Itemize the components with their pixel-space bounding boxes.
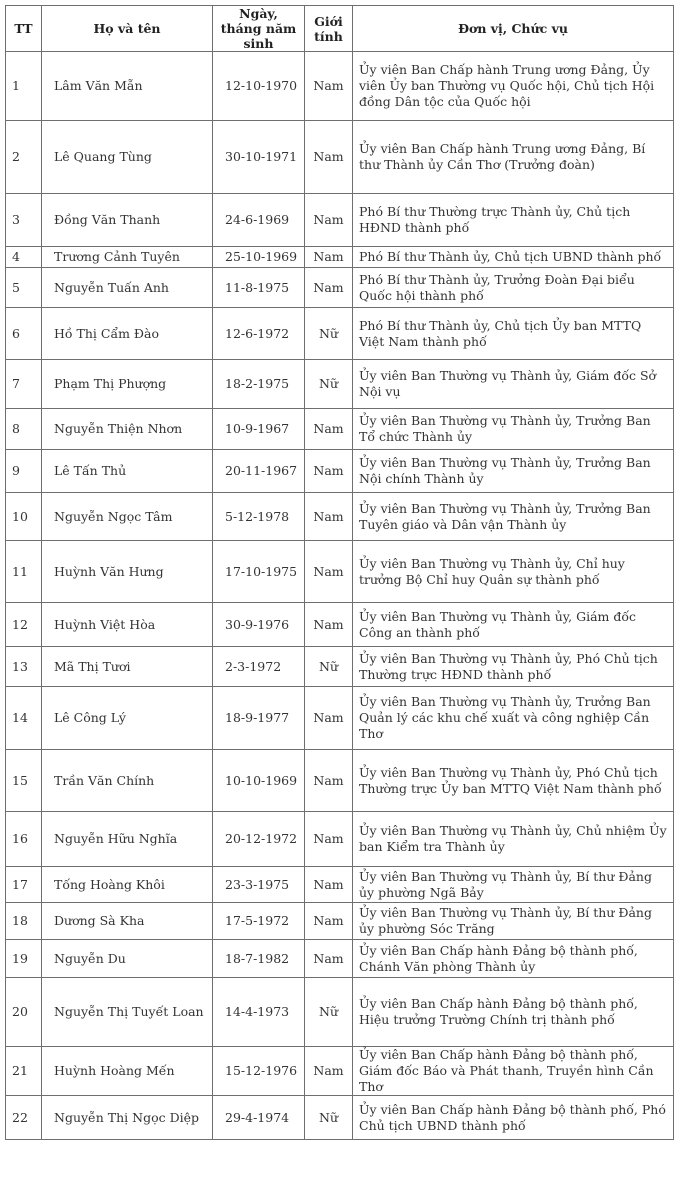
cell-gender: Nam [305, 940, 353, 978]
cell-role: Ủy viên Ban Thường vụ Thành ủy, Chủ nhiệm Ủy ban Kiểm tra Thành ủy [353, 812, 674, 867]
cell-dob: 17-10-1975 [213, 541, 305, 603]
cell-role: Ủy viên Ban Chấp hành Đảng bộ thành phố, Giám đốc Báo và Phát thanh, Truyền hình Cần Thơ [353, 1047, 674, 1096]
cell-tt: 12 [6, 603, 42, 647]
table-row [6, 409, 674, 450]
cell-tt: 19 [6, 940, 42, 978]
cell-name: Đồng Văn Thanh [42, 194, 213, 247]
cell-role: Ủy viên Ban Thường vụ Thành ủy, Bí thư Đảng ủy phường Sóc Trăng [353, 903, 674, 940]
cell-gender: Nam [305, 268, 353, 308]
cell-tt: 7 [6, 360, 42, 409]
cell-name: Huỳnh Văn Hưng [42, 541, 213, 603]
cell-dob: 10-10-1969 [213, 750, 305, 812]
cell-dob: 5-12-1978 [213, 493, 305, 541]
cell-gender: Nam [305, 450, 353, 493]
table-row [6, 360, 674, 409]
table-row [6, 603, 674, 647]
cell-gender: Nam [305, 603, 353, 647]
delegate-table [5, 5, 674, 1140]
cell-tt: 14 [6, 687, 42, 750]
cell-tt: 10 [6, 493, 42, 541]
cell-gender: Nam [305, 409, 353, 450]
cell-dob: 14-4-1973 [213, 978, 305, 1047]
cell-role: Ủy viên Ban Chấp hành Đảng bộ thành phố, Chánh Văn phòng Thành ủy [353, 940, 674, 978]
cell-tt: 6 [6, 308, 42, 360]
table-row [6, 121, 674, 194]
cell-role: Ủy viên Ban Chấp hành Trung ương Đảng, Bí thư Thành ủy Cần Thơ (Trưởng đoàn) [353, 121, 674, 194]
header-gender: Giới tính [305, 6, 353, 52]
table-row [6, 52, 674, 121]
table-row [6, 1096, 674, 1140]
cell-name: Mã Thị Tươi [42, 647, 213, 687]
cell-gender: Nữ [305, 1096, 353, 1140]
cell-dob: 18-7-1982 [213, 940, 305, 978]
cell-role: Ủy viên Ban Chấp hành Đảng bộ thành phố, Hiệu trưởng Trường Chính trị thành phố [353, 978, 674, 1047]
cell-name: Nguyễn Ngọc Tâm [42, 493, 213, 541]
table-row [6, 308, 674, 360]
table-row [6, 867, 674, 903]
cell-name: Lê Công Lý [42, 687, 213, 750]
cell-tt: 8 [6, 409, 42, 450]
header-name: Họ và tên [42, 6, 213, 52]
header-row [6, 6, 674, 52]
header-tt: TT [6, 6, 42, 52]
cell-tt: 22 [6, 1096, 42, 1140]
cell-name: Lâm Văn Mẫn [42, 52, 213, 121]
cell-role: Ủy viên Ban Thường vụ Thành ủy, Trưởng Ban Quản lý các khu chế xuất và công nghiệp Cần Thơ [353, 687, 674, 750]
cell-dob: 23-3-1975 [213, 867, 305, 903]
cell-name: Huỳnh Hoàng Mến [42, 1047, 213, 1096]
cell-role: Ủy viên Ban Thường vụ Thành ủy, Phó Chủ tịch Thường trực Ủy ban MTTQ Việt Nam thành phố [353, 750, 674, 812]
cell-role: Ủy viên Ban Thường vụ Thành ủy, Chỉ huy trưởng Bộ Chỉ huy Quân sự thành phố [353, 541, 674, 603]
cell-tt: 3 [6, 194, 42, 247]
cell-gender: Nữ [305, 978, 353, 1047]
table-row [6, 194, 674, 247]
cell-tt: 2 [6, 121, 42, 194]
cell-dob: 12-6-1972 [213, 308, 305, 360]
cell-name: Trương Cảnh Tuyên [42, 247, 213, 268]
cell-tt: 13 [6, 647, 42, 687]
cell-name: Tống Hoàng Khôi [42, 867, 213, 903]
cell-tt: 1 [6, 52, 42, 121]
table-row [6, 541, 674, 603]
cell-gender: Nữ [305, 308, 353, 360]
cell-gender: Nam [305, 687, 353, 750]
cell-tt: 20 [6, 978, 42, 1047]
cell-role: Ủy viên Ban Thường vụ Thành ủy, Phó Chủ tịch Thường trực HĐND thành phố [353, 647, 674, 687]
cell-role: Phó Bí thư Thường trực Thành ủy, Chủ tịch HĐND thành phố [353, 194, 674, 247]
cell-dob: 15-12-1976 [213, 1047, 305, 1096]
cell-gender: Nam [305, 493, 353, 541]
table-row [6, 940, 674, 978]
cell-name: Lê Tấn Thủ [42, 450, 213, 493]
cell-tt: 16 [6, 812, 42, 867]
cell-name: Nguyễn Thị Ngọc Diệp [42, 1096, 213, 1140]
cell-dob: 30-9-1976 [213, 603, 305, 647]
table-row [6, 450, 674, 493]
cell-dob: 10-9-1967 [213, 409, 305, 450]
table-row [6, 647, 674, 687]
cell-role: Ủy viên Ban Thường vụ Thành ủy, Giám đốc Công an thành phố [353, 603, 674, 647]
cell-role: Ủy viên Ban Chấp hành Trung ương Đảng, Ủy viên Ủy ban Thường vụ Quốc hội, Chủ tịch Hội đồng Dân tộc của Quốc hội [353, 52, 674, 121]
cell-tt: 21 [6, 1047, 42, 1096]
cell-name: Phạm Thị Phượng [42, 360, 213, 409]
cell-role: Ủy viên Ban Thường vụ Thành ủy, Giám đốc Sở Nội vụ [353, 360, 674, 409]
cell-dob: 18-2-1975 [213, 360, 305, 409]
cell-dob: 2-3-1972 [213, 647, 305, 687]
table-row [6, 903, 674, 940]
table-row [6, 812, 674, 867]
cell-dob: 17-5-1972 [213, 903, 305, 940]
cell-role: Ủy viên Ban Thường vụ Thành ủy, Trưởng Ban Tổ chức Thành ủy [353, 409, 674, 450]
table-row [6, 1047, 674, 1096]
cell-tt: 11 [6, 541, 42, 603]
table-row [6, 247, 674, 268]
cell-name: Nguyễn Hữu Nghĩa [42, 812, 213, 867]
cell-gender: Nữ [305, 360, 353, 409]
cell-role: Phó Bí thư Thành ủy, Trưởng Đoàn Đại biểu Quốc hội thành phố [353, 268, 674, 308]
cell-gender: Nam [305, 541, 353, 603]
cell-tt: 15 [6, 750, 42, 812]
header-dob: Ngày, tháng năm sinh [213, 6, 305, 52]
table-row [6, 750, 674, 812]
table-row [6, 268, 674, 308]
cell-name: Nguyễn Thiện Nhơn [42, 409, 213, 450]
cell-role: Ủy viên Ban Thường vụ Thành ủy, Trưởng Ban Tuyên giáo và Dân vận Thành ủy [353, 493, 674, 541]
cell-dob: 12-10-1970 [213, 52, 305, 121]
cell-role: Ủy viên Ban Chấp hành Đảng bộ thành phố, Phó Chủ tịch UBND thành phố [353, 1096, 674, 1140]
cell-role: Phó Bí thư Thành ủy, Chủ tịch Ủy ban MTTQ Việt Nam thành phố [353, 308, 674, 360]
cell-tt: 9 [6, 450, 42, 493]
cell-tt: 17 [6, 867, 42, 903]
cell-name: Nguyễn Thị Tuyết Loan [42, 978, 213, 1047]
cell-role: Ủy viên Ban Thường vụ Thành ủy, Trưởng Ban Nội chính Thành ủy [353, 450, 674, 493]
cell-tt: 4 [6, 247, 42, 268]
cell-name: Hồ Thị Cẩm Đào [42, 308, 213, 360]
cell-dob: 20-12-1972 [213, 812, 305, 867]
cell-gender: Nữ [305, 647, 353, 687]
cell-tt: 18 [6, 903, 42, 940]
cell-role: Ủy viên Ban Thường vụ Thành ủy, Bí thư Đảng ủy phường Ngã Bảy [353, 867, 674, 903]
cell-dob: 20-11-1967 [213, 450, 305, 493]
cell-name: Lê Quang Tùng [42, 121, 213, 194]
cell-dob: 30-10-1971 [213, 121, 305, 194]
cell-name: Trần Văn Chính [42, 750, 213, 812]
delegate-table-container [5, 5, 674, 1140]
cell-gender: Nam [305, 750, 353, 812]
cell-gender: Nam [305, 121, 353, 194]
cell-dob: 29-4-1974 [213, 1096, 305, 1140]
cell-gender: Nam [305, 867, 353, 903]
cell-name: Dương Sà Kha [42, 903, 213, 940]
cell-gender: Nam [305, 247, 353, 268]
cell-name: Nguyễn Du [42, 940, 213, 978]
cell-dob: 25-10-1969 [213, 247, 305, 268]
cell-gender: Nam [305, 812, 353, 867]
cell-tt: 5 [6, 268, 42, 308]
header-role: Đơn vị, Chức vụ [353, 6, 674, 52]
table-body [6, 52, 674, 1140]
cell-name: Huỳnh Việt Hòa [42, 603, 213, 647]
table-row [6, 687, 674, 750]
cell-gender: Nam [305, 903, 353, 940]
cell-dob: 18-9-1977 [213, 687, 305, 750]
cell-name: Nguyễn Tuấn Anh [42, 268, 213, 308]
cell-gender: Nam [305, 1047, 353, 1096]
cell-role: Phó Bí thư Thành ủy, Chủ tịch UBND thành phố [353, 247, 674, 268]
cell-gender: Nam [305, 52, 353, 121]
table-row [6, 493, 674, 541]
cell-dob: 24-6-1969 [213, 194, 305, 247]
table-row [6, 978, 674, 1047]
cell-dob: 11-8-1975 [213, 268, 305, 308]
table-header [6, 6, 674, 52]
cell-gender: Nam [305, 194, 353, 247]
